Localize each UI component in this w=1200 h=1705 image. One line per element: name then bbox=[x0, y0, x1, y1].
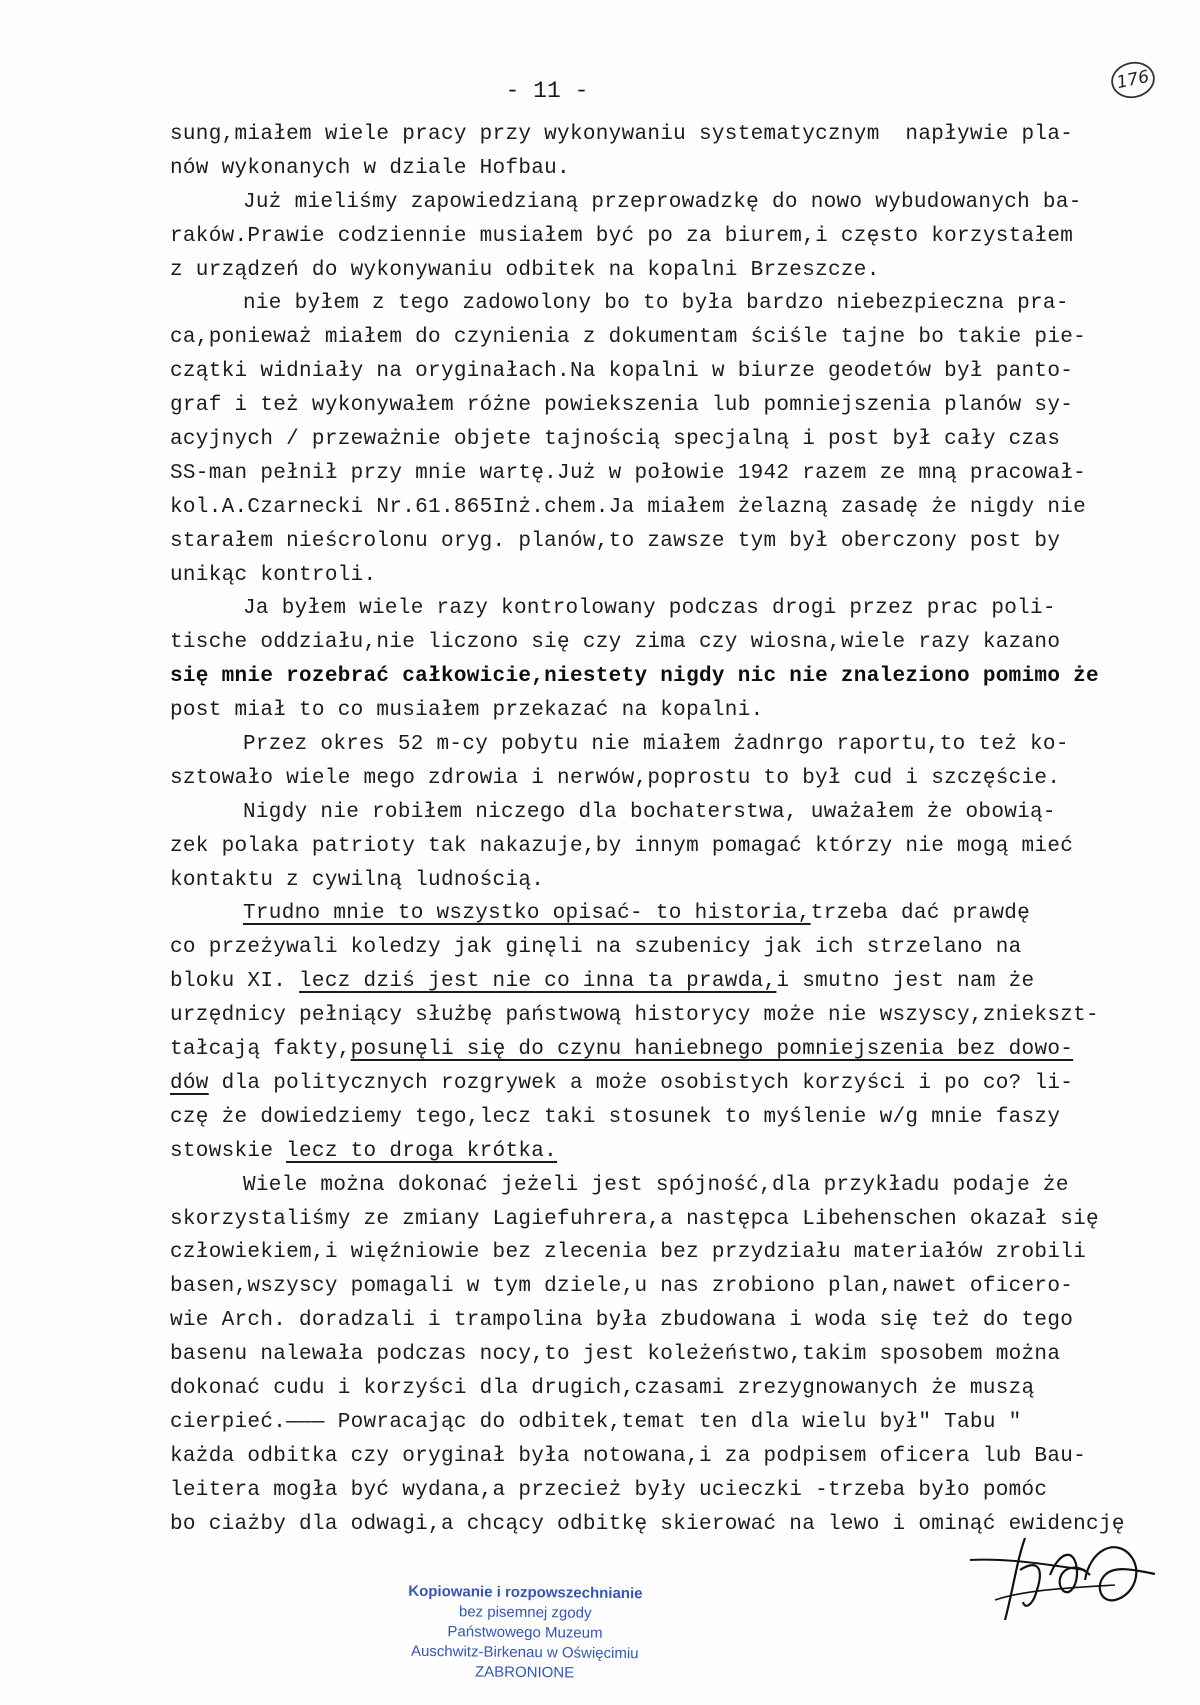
text-line: czę że dowiedziemy tego,lecz taki stosunek to myślenie w/g mnie faszy bbox=[170, 1105, 1061, 1129]
text-line: Już mieliśmy zapowiedzianą przeprowadzkę do nowo wybudowanych ba- bbox=[243, 190, 1082, 214]
stamp-line: Państwowego Muzeum bbox=[447, 1623, 603, 1642]
text-line: kol.A.Czarnecki Nr.61.865Inż.chem.Ja miałem żelazną zasadę że nigdy nie bbox=[170, 495, 1087, 519]
text-line: nów wykonanych w dziale Hofbau. bbox=[170, 156, 570, 180]
typewritten-text bbox=[170, 118, 1170, 1541]
text-line: cierpieć.——— Powracając do odbitek,temat ten dla wielu był" Tabu " bbox=[170, 1410, 1022, 1434]
text-line: wie Arch. doradzali i trampolina była zbudowana i woda się też do tego bbox=[170, 1309, 1074, 1333]
folio-number: 176 bbox=[1115, 66, 1151, 94]
underlined-text: lecz dziś jest nie co inna ta prawda, bbox=[299, 970, 777, 994]
text-line: z urządzeń do wykonywaniu odbitek na kopalni Brzeszcze. bbox=[170, 258, 880, 282]
text-line: tische oddziału,nie liczono się czy zima czy wiosna,wiele razy kazano bbox=[170, 631, 1061, 655]
text-line: skorzystaliśmy ze zmiany Lagiefuhrera,a następca Libehenschen okazał się bbox=[170, 1207, 1099, 1231]
text-line: sztowało wiele mego zdrowia i nerwów,poprostu to był cud i szczęście. bbox=[170, 766, 1061, 790]
folio-number-stamp bbox=[1108, 58, 1158, 102]
underlined-text: dów bbox=[170, 1071, 209, 1095]
text-line: bloku XI. lecz dziś jest nie co inna ta prawda,i smutno jest nam że bbox=[170, 970, 1035, 994]
stamp-line: bez pisemnej zgody bbox=[458, 1603, 592, 1622]
text-line: bo ciażby dla odwagi,a chcący odbitkę skierować na lewo i ominąć ewidencję bbox=[170, 1512, 1125, 1536]
text-line: basen,wszyscy pomagali w tym dziele,u nas zrobiono plan,nawet oficero- bbox=[170, 1275, 1074, 1299]
text-line: Ja byłem wiele razy kontrolowany podczas drogi przez prac poli- bbox=[243, 597, 1056, 621]
text-line: czątki widniały na oryginałach.Na kopalni w biurze geodetów był panto- bbox=[170, 360, 1074, 384]
handwritten-signature bbox=[965, 1530, 1160, 1625]
text-line: ca,ponieważ miałem do czynienia z dokumentam ściśle tajne bo takie pie- bbox=[170, 326, 1087, 350]
text-line: każda odbitka czy oryginał była notowana,i za podpisem oficera lub Bau- bbox=[170, 1444, 1087, 1468]
text-line: człowiekiem,i więźniowie bez zlecenia bez przydziału materiałów zrobili bbox=[170, 1241, 1087, 1265]
text-line: urzędnicy pełniący służbę państwową historycy może nie wszyscy,zniekszt- bbox=[170, 1004, 1099, 1028]
underlined-text: posunęli się do czynu haniebnego pomniejszenia bez dowo- bbox=[350, 1038, 1074, 1062]
text-line: unikąc kontroli. bbox=[170, 563, 377, 587]
text-line: Trudno mnie to wszystko opisać- to historia,trzeba dać prawdę bbox=[243, 902, 1031, 926]
text-line: post miał to co musiałem przekazać na kopalni. bbox=[170, 699, 764, 723]
archive-copyright-stamp bbox=[369, 1581, 680, 1684]
text-line: Nigdy nie robiłem niczego dla bochaterstwa, uważałem że obowią- bbox=[243, 800, 1056, 824]
stamp-line: Auschwitz-Birkenau w Oświęcimiu bbox=[410, 1642, 639, 1663]
text-line: graf i też wykonywałem różne powiekszenia lub pomniejszenia planów sy- bbox=[170, 394, 1074, 418]
text-line: basenu nalewała podczas nocy,to jest koleżeństwo,takim sposobem można bbox=[170, 1343, 1061, 1367]
text-line: Wiele można dokonać jeżeli jest spójność,dla przykładu podaje że bbox=[243, 1173, 1069, 1197]
text-line: nie byłem z tego zadowolony bo to była bardzo niebezpieczna pra- bbox=[243, 292, 1069, 316]
text-line: leitera mogła być wydana,a przecież były ucieczki -trzeba było pomóc bbox=[170, 1478, 1048, 1502]
text-line: co przeżywali koledzy jak ginęli na szubenicy jak ich strzelano na bbox=[170, 936, 1022, 960]
underlined-text: lecz to droga krótka. bbox=[286, 1139, 558, 1163]
text-line: SS-man pełnił przy mnie wartę.Już w połowie 1942 razem ze mną pracował- bbox=[170, 461, 1087, 485]
stamp-line: Kopiowanie i rozpowszechnianie bbox=[408, 1582, 643, 1603]
text-line: kontaktu z cywilną ludnością. bbox=[170, 868, 545, 892]
text-line: raków.Prawie codziennie musiałem być po za biurem,i często korzystałem bbox=[170, 224, 1074, 248]
page-number: - 11 - bbox=[505, 78, 589, 104]
text-line: dów dla politycznych rozgrywek a może osobistych korzyści i po co? li- bbox=[170, 1071, 1074, 1095]
text-line: sung,miałem wiele pracy przy wykonywaniu systematycznym napływie pla- bbox=[170, 123, 1074, 146]
text-line: stowskie lecz to droga krótka. bbox=[170, 1139, 558, 1163]
stamp-line: ZABRONIONE bbox=[474, 1663, 575, 1682]
text-line: starałem nieścrolonu oryg. planów,to zawsze tym był oberczony post by bbox=[170, 529, 1061, 553]
text-line: Przez okres 52 m-cy pobytu nie miałem żadnrgo raportu,to też ko- bbox=[243, 733, 1069, 757]
underlined-text: Trudno mnie to wszystko opisać- to historia, bbox=[243, 902, 811, 926]
text-line: tałcają fakty,posunęli się do czynu haniebnego pomniejszenia bez dowo- bbox=[170, 1038, 1074, 1062]
text-line: acyjnych / przeważnie objete tajnością specjalną i post był cały czas bbox=[170, 428, 1061, 452]
text-line: zek polaka patrioty tak nakazuje,by innym pomagać którzy nie mogą mieć bbox=[170, 834, 1074, 858]
text-line: się mnie rozebrać całkowicie,niestety nigdy nic nie znaleziono pomimo że bbox=[170, 665, 1099, 689]
text-line: dokonać cudu i korzyści dla drugich,czasami zrezygnowanych że muszą bbox=[170, 1376, 1035, 1400]
